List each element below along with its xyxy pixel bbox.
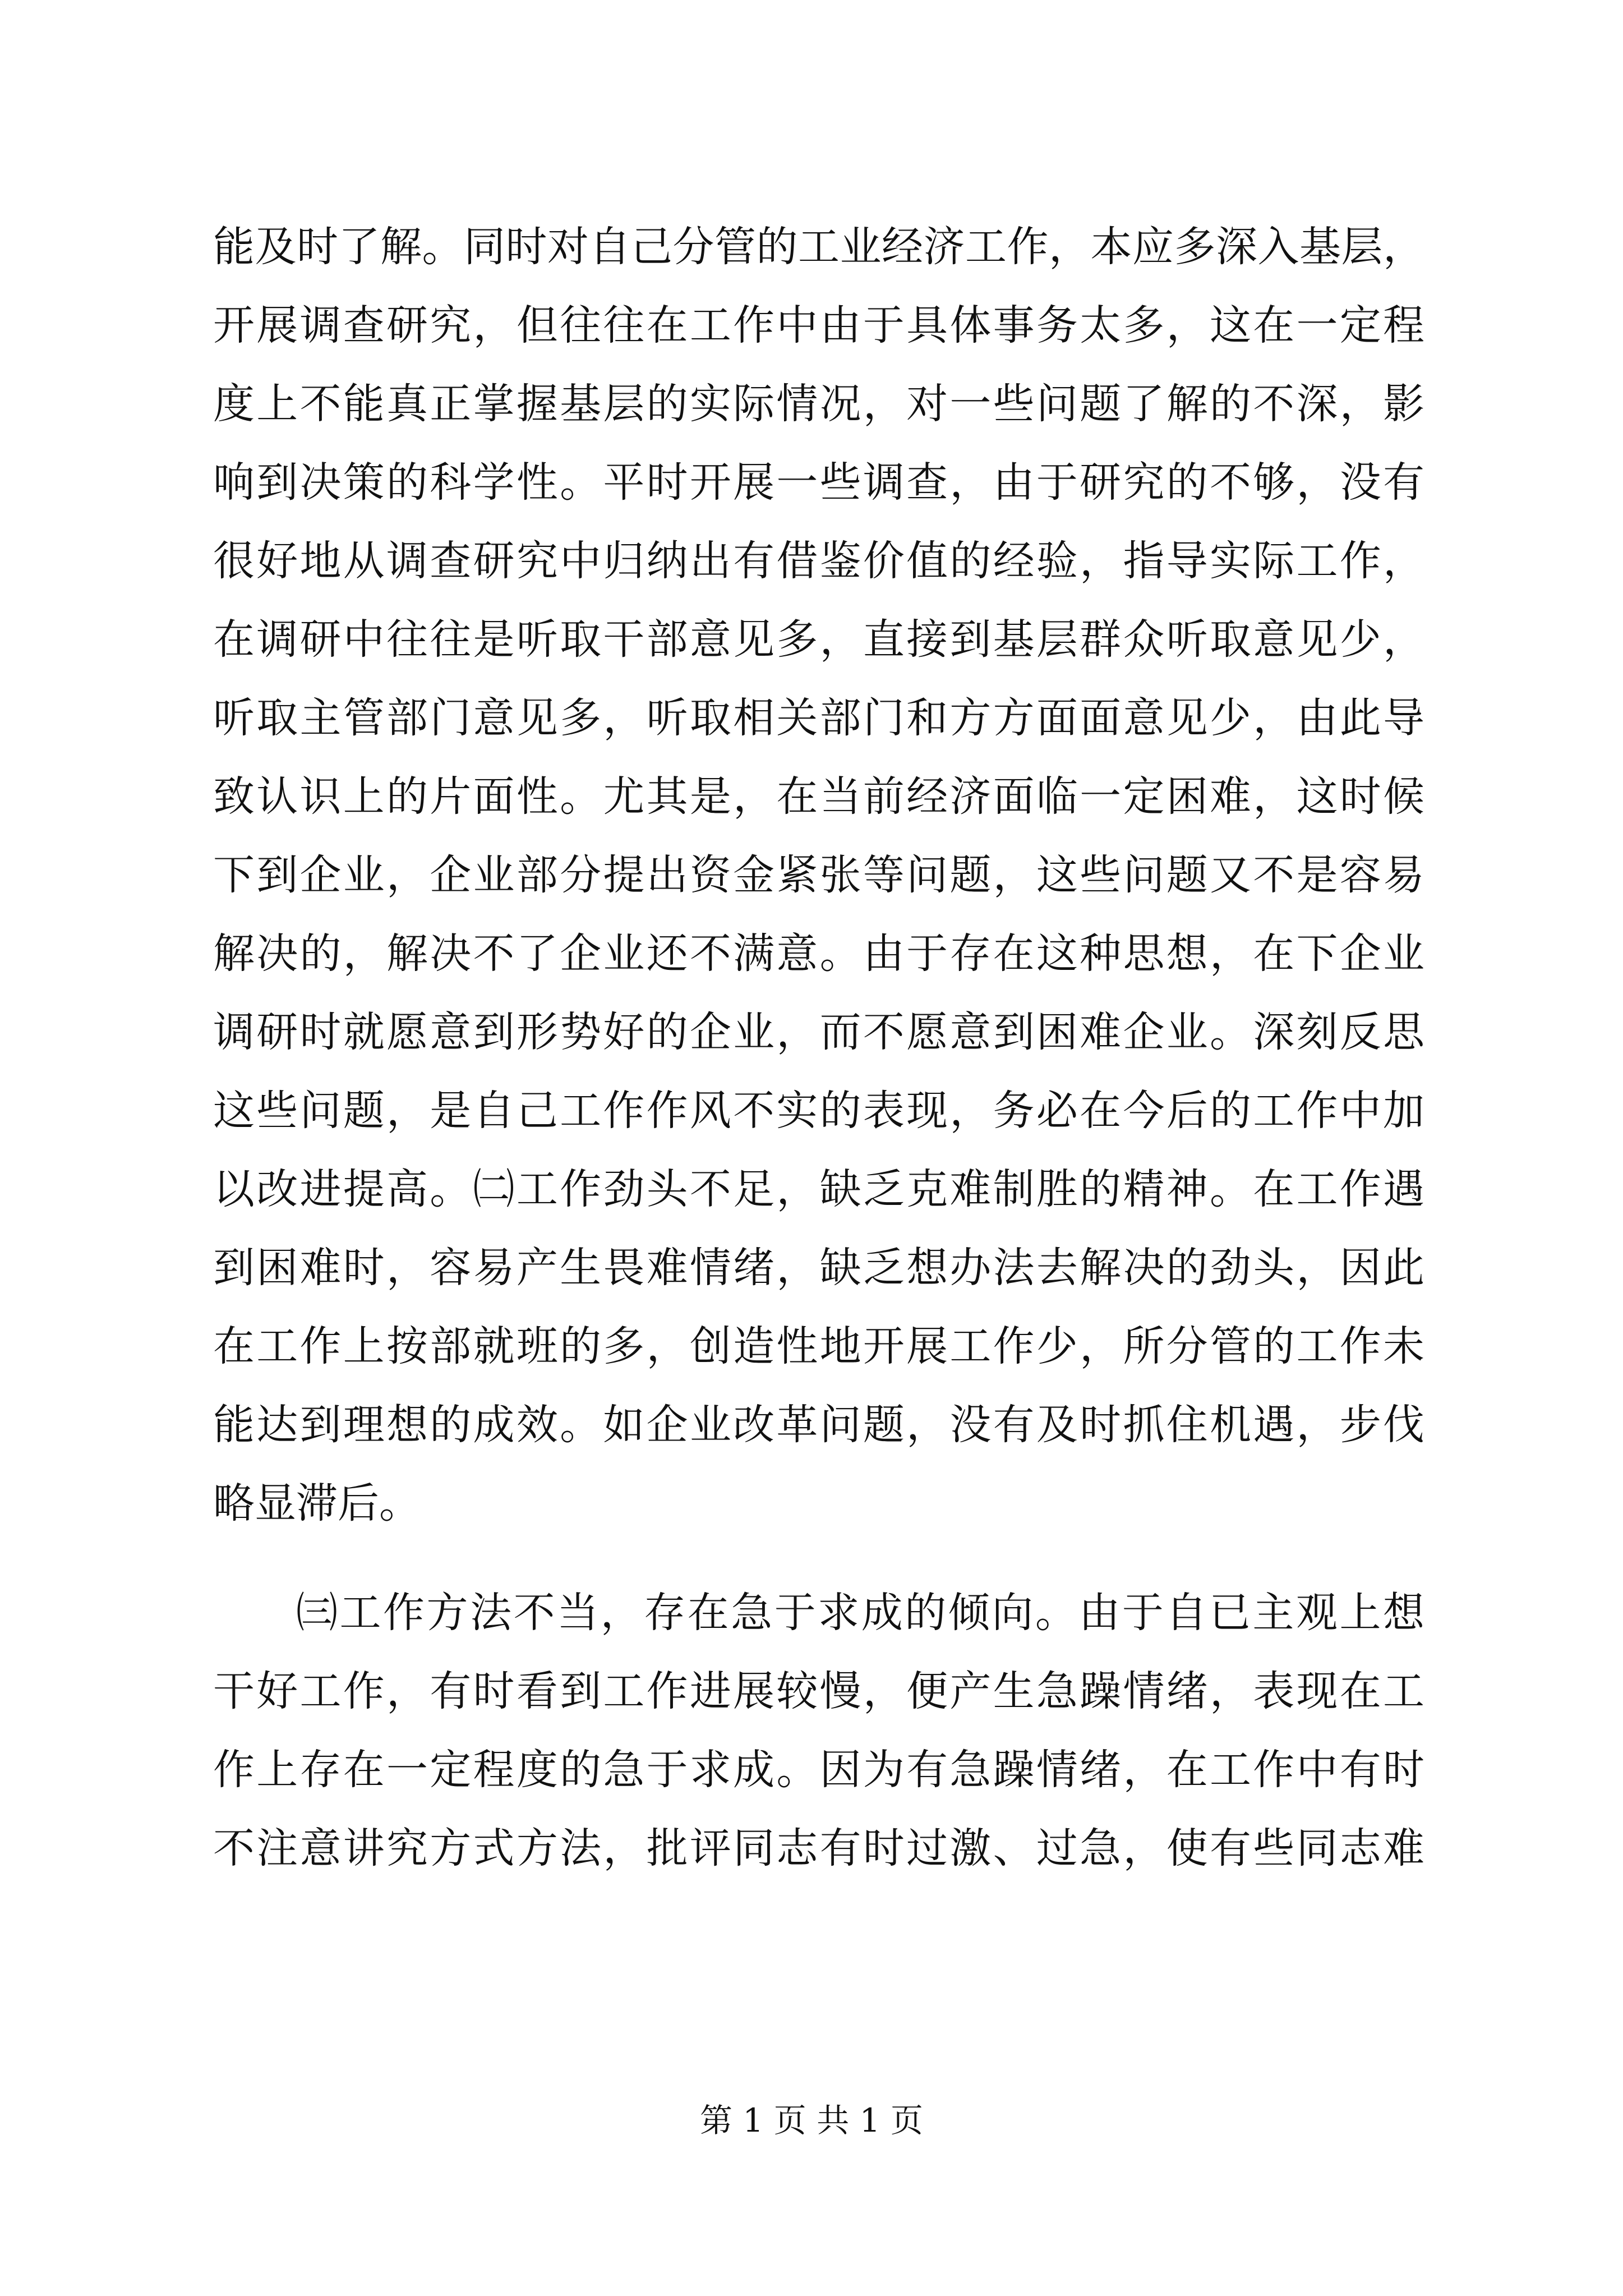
text-line: 这些问题，是自己工作作风不实的表现，务必在今后的工作中加 bbox=[213, 1087, 1424, 1135]
text-line: 略显滞后。 bbox=[213, 1479, 421, 1527]
paragraph-spacer bbox=[213, 1543, 1424, 1573]
paragraph-1 bbox=[213, 208, 1424, 1543]
text-line: 解决的，解决不了企业还不满意。由于存在这种思想，在下企业 bbox=[213, 930, 1424, 978]
page-footer bbox=[0, 2098, 1623, 2143]
text-line: 不注意讲究方式方法，批评同志有时过激、过急，使有些同志难 bbox=[213, 1824, 1424, 1872]
text-line: 到困难时，容易产生畏难情绪，缺乏想办法去解决的劲头，因此 bbox=[213, 1244, 1424, 1292]
text-line: 在调研中往往是听取干部意见多，直接到基层群众听取意见少， bbox=[213, 615, 1424, 664]
document-body bbox=[213, 208, 1424, 1888]
paragraph-2 bbox=[213, 1573, 1424, 1888]
text-line: 响到决策的科学性。平时开展一些调查，由于研究的不够，没有 bbox=[213, 458, 1424, 507]
text-line: 调研时就愿意到形势好的企业，而不愿意到困难企业。深刻反思 bbox=[213, 1008, 1424, 1056]
text-line: 以改进提高。㈡工作劲头不足，缺乏克难制胜的精神。在工作遇 bbox=[213, 1165, 1424, 1213]
text-line: 在工作上按部就班的多，创造性地开展工作少，所分管的工作未 bbox=[213, 1322, 1424, 1370]
text-line: 致认识上的片面性。尤其是，在当前经济面临一定困难，这时候 bbox=[213, 772, 1424, 821]
text-line: 能及时了解。同时对自己分管的工业经济工作，本应多深入基层， bbox=[213, 223, 1424, 271]
text-line: 听取主管部门意见多，听取相关部门和方方面面意见少，由此导 bbox=[213, 694, 1424, 742]
text-line: 干好工作，有时看到工作进展较慢，便产生急躁情绪，表现在工 bbox=[213, 1667, 1424, 1715]
text-line: 开展调查研究，但往往在工作中由于具体事务太多，这在一定程 bbox=[213, 301, 1424, 349]
text-line: 很好地从调查研究中归纳出有借鉴价值的经验，指导实际工作， bbox=[213, 537, 1424, 585]
text-line: 下到企业，企业部分提出资金紧张等问题，这些问题又不是容易 bbox=[213, 851, 1424, 899]
text-line: 作上存在一定程度的急于求成。因为有急躁情绪，在工作中有时 bbox=[213, 1746, 1424, 1794]
text-line: ㈢工作方法不当，存在急于求成的倾向。由于自已主观上想 bbox=[296, 1589, 1424, 1637]
text-line: 度上不能真正掌握基层的实际情况，对一些问题了解的不深，影 bbox=[213, 380, 1424, 428]
text-line: 能达到理想的成效。如企业改革问题，没有及时抓住机遇，步伐 bbox=[213, 1401, 1424, 1449]
page-number: 第 1 页 共 1 页 bbox=[700, 2101, 923, 2139]
